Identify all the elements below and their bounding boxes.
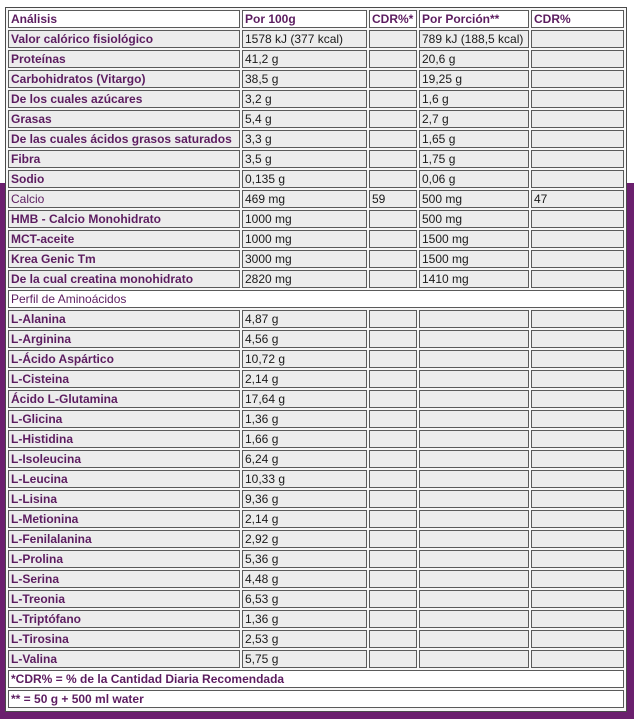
table-row [8,410,624,428]
value-per-portion: 1410 mg [419,270,529,288]
amino-per-100g: 1,36 g [242,610,367,628]
amino-per-100g: 5,36 g [242,550,367,568]
cdr-per-100g [369,110,417,128]
nutrient-name: Fibra [8,150,240,168]
value-per-portion: 2,7 g [419,110,529,128]
value-per-portion: 1,6 g [419,90,529,108]
amino-cdr-per-portion [531,450,624,468]
nutrient-name: MCT-aceite [8,230,240,248]
amino-cdr-per-100g [369,330,417,348]
table-row [8,310,624,328]
cdr-per-portion [531,270,624,288]
amino-per-100g: 4,56 g [242,330,367,348]
amino-cdr-per-100g [369,450,417,468]
amino-cdr-per-portion [531,510,624,528]
header-per-portion: Por Porción** [419,10,529,28]
amino-per-100g: 2,14 g [242,370,367,388]
amino-per-portion [419,450,529,468]
table-row [8,370,624,388]
amino-per-portion [419,330,529,348]
cdr-per-100g [369,210,417,228]
amino-name: L-Histidina [8,430,240,448]
amino-per-portion [419,570,529,588]
cdr-per-100g [369,270,417,288]
nutrient-name: Proteínas [8,50,240,68]
header-analysis: Análisis [8,10,240,28]
value-per-portion: 1,65 g [419,130,529,148]
value-per-100g: 5,4 g [242,110,367,128]
amino-per-portion [419,530,529,548]
cdr-per-portion [531,210,624,228]
amino-cdr-per-portion [531,350,624,368]
value-per-100g: 41,2 g [242,50,367,68]
cdr-per-100g [369,50,417,68]
nutrient-name: Calcio [8,190,240,208]
amino-cdr-per-portion [531,550,624,568]
amino-per-portion [419,510,529,528]
nutrient-name: HMB - Calcio Monohidrato [8,210,240,228]
table-row [8,230,624,248]
amino-cdr-per-100g [369,590,417,608]
amino-per-portion [419,490,529,508]
amino-cdr-per-100g [369,610,417,628]
cdr-per-portion [531,110,624,128]
amino-cdr-per-100g [369,310,417,328]
amino-cdr-per-100g [369,630,417,648]
table-row [8,330,624,348]
amino-per-100g: 4,48 g [242,570,367,588]
amino-name: L-Serina [8,570,240,588]
cdr-per-100g [369,30,417,48]
amino-per-100g: 17,64 g [242,390,367,408]
value-per-100g: 3,3 g [242,130,367,148]
table-row [8,550,624,568]
value-per-100g: 3000 mg [242,250,367,268]
amino-cdr-per-100g [369,650,417,668]
table-row [8,610,624,628]
header-cdr-star: CDR%* [369,10,417,28]
value-per-100g: 3,5 g [242,150,367,168]
amino-cdr-per-portion [531,530,624,548]
cdr-per-100g: 59 [369,190,417,208]
value-per-portion: 0,06 g [419,170,529,188]
amino-cdr-per-portion [531,310,624,328]
amino-per-portion [419,550,529,568]
value-per-portion: 1500 mg [419,230,529,248]
amino-cdr-per-portion [531,630,624,648]
table-row [8,50,624,68]
amino-per-portion [419,590,529,608]
amino-name: L-Leucina [8,470,240,488]
amino-cdr-per-100g [369,370,417,388]
table-row [8,110,624,128]
amino-name: L-Metionina [8,510,240,528]
amino-name: L-Fenilalanina [8,530,240,548]
cdr-per-portion [531,130,624,148]
amino-name: L-Valina [8,650,240,668]
amino-cdr-per-100g [369,570,417,588]
nutrient-name: Grasas [8,110,240,128]
value-per-portion: 1,75 g [419,150,529,168]
amino-per-100g: 4,87 g [242,310,367,328]
nutrient-name: Krea Genic Tm [8,250,240,268]
table-row [8,590,624,608]
amino-cdr-per-portion [531,330,624,348]
amino-per-100g: 10,72 g [242,350,367,368]
value-per-100g: 2820 mg [242,270,367,288]
header-cdr: CDR% [531,10,624,28]
nutrient-name: De los cuales azúcares [8,90,240,108]
amino-per-100g: 2,92 g [242,530,367,548]
amino-per-100g: 1,66 g [242,430,367,448]
amino-per-portion [419,390,529,408]
value-per-100g: 38,5 g [242,70,367,88]
amino-per-100g: 6,24 g [242,450,367,468]
cdr-per-portion [531,170,624,188]
amino-cdr-per-100g [369,510,417,528]
amino-cdr-per-portion [531,590,624,608]
table-row [8,510,624,528]
value-per-portion: 1500 mg [419,250,529,268]
value-per-portion: 19,25 g [419,70,529,88]
nutrient-name: Sodio [8,170,240,188]
amino-name: L-Isoleucina [8,450,240,468]
cdr-per-portion [531,90,624,108]
value-per-100g: 1000 mg [242,210,367,228]
amino-cdr-per-portion [531,650,624,668]
cdr-per-100g [369,170,417,188]
value-per-100g: 1578 kJ (377 kcal) [242,30,367,48]
amino-per-100g: 6,53 g [242,590,367,608]
amino-name: L-Arginina [8,330,240,348]
amino-name: L-Cisteina [8,370,240,388]
table-row [8,130,624,148]
table-row [8,390,624,408]
nutrition-table [6,8,626,710]
footnote-row [8,670,624,688]
value-per-100g: 469 mg [242,190,367,208]
amino-per-100g: 10,33 g [242,470,367,488]
amino-name: L-Treonia [8,590,240,608]
amino-per-portion [419,410,529,428]
table-row [8,70,624,88]
amino-name: Ácido L-Glutamina [8,390,240,408]
amino-name: L-Ácido Aspártico [8,350,240,368]
table-row [8,250,624,268]
value-per-100g: 0,135 g [242,170,367,188]
amino-per-100g: 1,36 g [242,410,367,428]
table-row [8,90,624,108]
amino-per-portion [419,470,529,488]
amino-per-portion [419,430,529,448]
value-per-portion: 20,6 g [419,50,529,68]
amino-cdr-per-portion [531,570,624,588]
amino-section-row [8,290,624,308]
nutrition-table-frame [5,7,627,712]
nutrient-name: De la cual creatina monohidrato [8,270,240,288]
amino-name: L-Lisina [8,490,240,508]
value-per-portion: 789 kJ (188,5 kcal) [419,30,529,48]
cdr-per-100g [369,70,417,88]
cdr-per-100g [369,250,417,268]
amino-cdr-per-100g [369,470,417,488]
header-per-100g: Por 100g [242,10,367,28]
amino-per-portion [419,370,529,388]
cdr-per-portion [531,30,624,48]
table-row [8,630,624,648]
nutrient-name: De las cuales ácidos grasos saturados [8,130,240,148]
amino-name: L-Glicina [8,410,240,428]
amino-name: L-Tirosina [8,630,240,648]
table-row [8,650,624,668]
value-per-100g: 3,2 g [242,90,367,108]
cdr-per-portion [531,50,624,68]
cdr-per-portion [531,250,624,268]
amino-per-portion [419,310,529,328]
amino-cdr-per-100g [369,490,417,508]
table-row [8,570,624,588]
amino-cdr-per-100g [369,410,417,428]
table-row [8,190,624,208]
amino-cdr-per-portion [531,390,624,408]
amino-cdr-per-portion [531,430,624,448]
cdr-per-100g [369,150,417,168]
table-row [8,430,624,448]
value-per-100g: 1000 mg [242,230,367,248]
amino-cdr-per-portion [531,410,624,428]
amino-per-100g: 9,36 g [242,490,367,508]
cdr-per-portion [531,230,624,248]
value-per-portion: 500 mg [419,210,529,228]
amino-per-portion [419,630,529,648]
table-row [8,450,624,468]
amino-name: L-Triptófano [8,610,240,628]
amino-per-100g: 2,14 g [242,510,367,528]
amino-per-portion [419,350,529,368]
cdr-per-100g [369,90,417,108]
header-row [8,10,624,28]
table-row [8,150,624,168]
amino-cdr-per-portion [531,370,624,388]
amino-cdr-per-portion [531,470,624,488]
table-row [8,350,624,368]
nutrient-name: Carbohidratos (Vitargo) [8,70,240,88]
amino-section-title: Perfil de Aminoácidos [8,290,624,308]
value-per-portion: 500 mg [419,190,529,208]
nutrient-name: Valor calórico fisiológico [8,30,240,48]
amino-cdr-per-100g [369,550,417,568]
amino-per-portion [419,650,529,668]
amino-cdr-per-100g [369,530,417,548]
amino-per-100g: 5,75 g [242,650,367,668]
table-row [8,490,624,508]
cdr-per-portion [531,150,624,168]
amino-name: L-Prolina [8,550,240,568]
amino-cdr-per-portion [531,610,624,628]
table-row [8,210,624,228]
footnote-cdr: *CDR% = % de la Cantidad Diaria Recomendada [8,670,624,688]
cdr-per-portion: 47 [531,190,624,208]
table-row [8,530,624,548]
cdr-per-100g [369,230,417,248]
amino-cdr-per-100g [369,430,417,448]
amino-cdr-per-100g [369,390,417,408]
table-row [8,170,624,188]
footnote-portion: ** = 50 g + 500 ml water [8,690,624,708]
amino-per-100g: 2,53 g [242,630,367,648]
cdr-per-100g [369,130,417,148]
footnote-row [8,690,624,708]
table-row [8,270,624,288]
amino-per-portion [419,610,529,628]
cdr-per-portion [531,70,624,88]
table-row [8,470,624,488]
table-row [8,30,624,48]
amino-cdr-per-portion [531,490,624,508]
amino-cdr-per-100g [369,350,417,368]
amino-name: L-Alanina [8,310,240,328]
